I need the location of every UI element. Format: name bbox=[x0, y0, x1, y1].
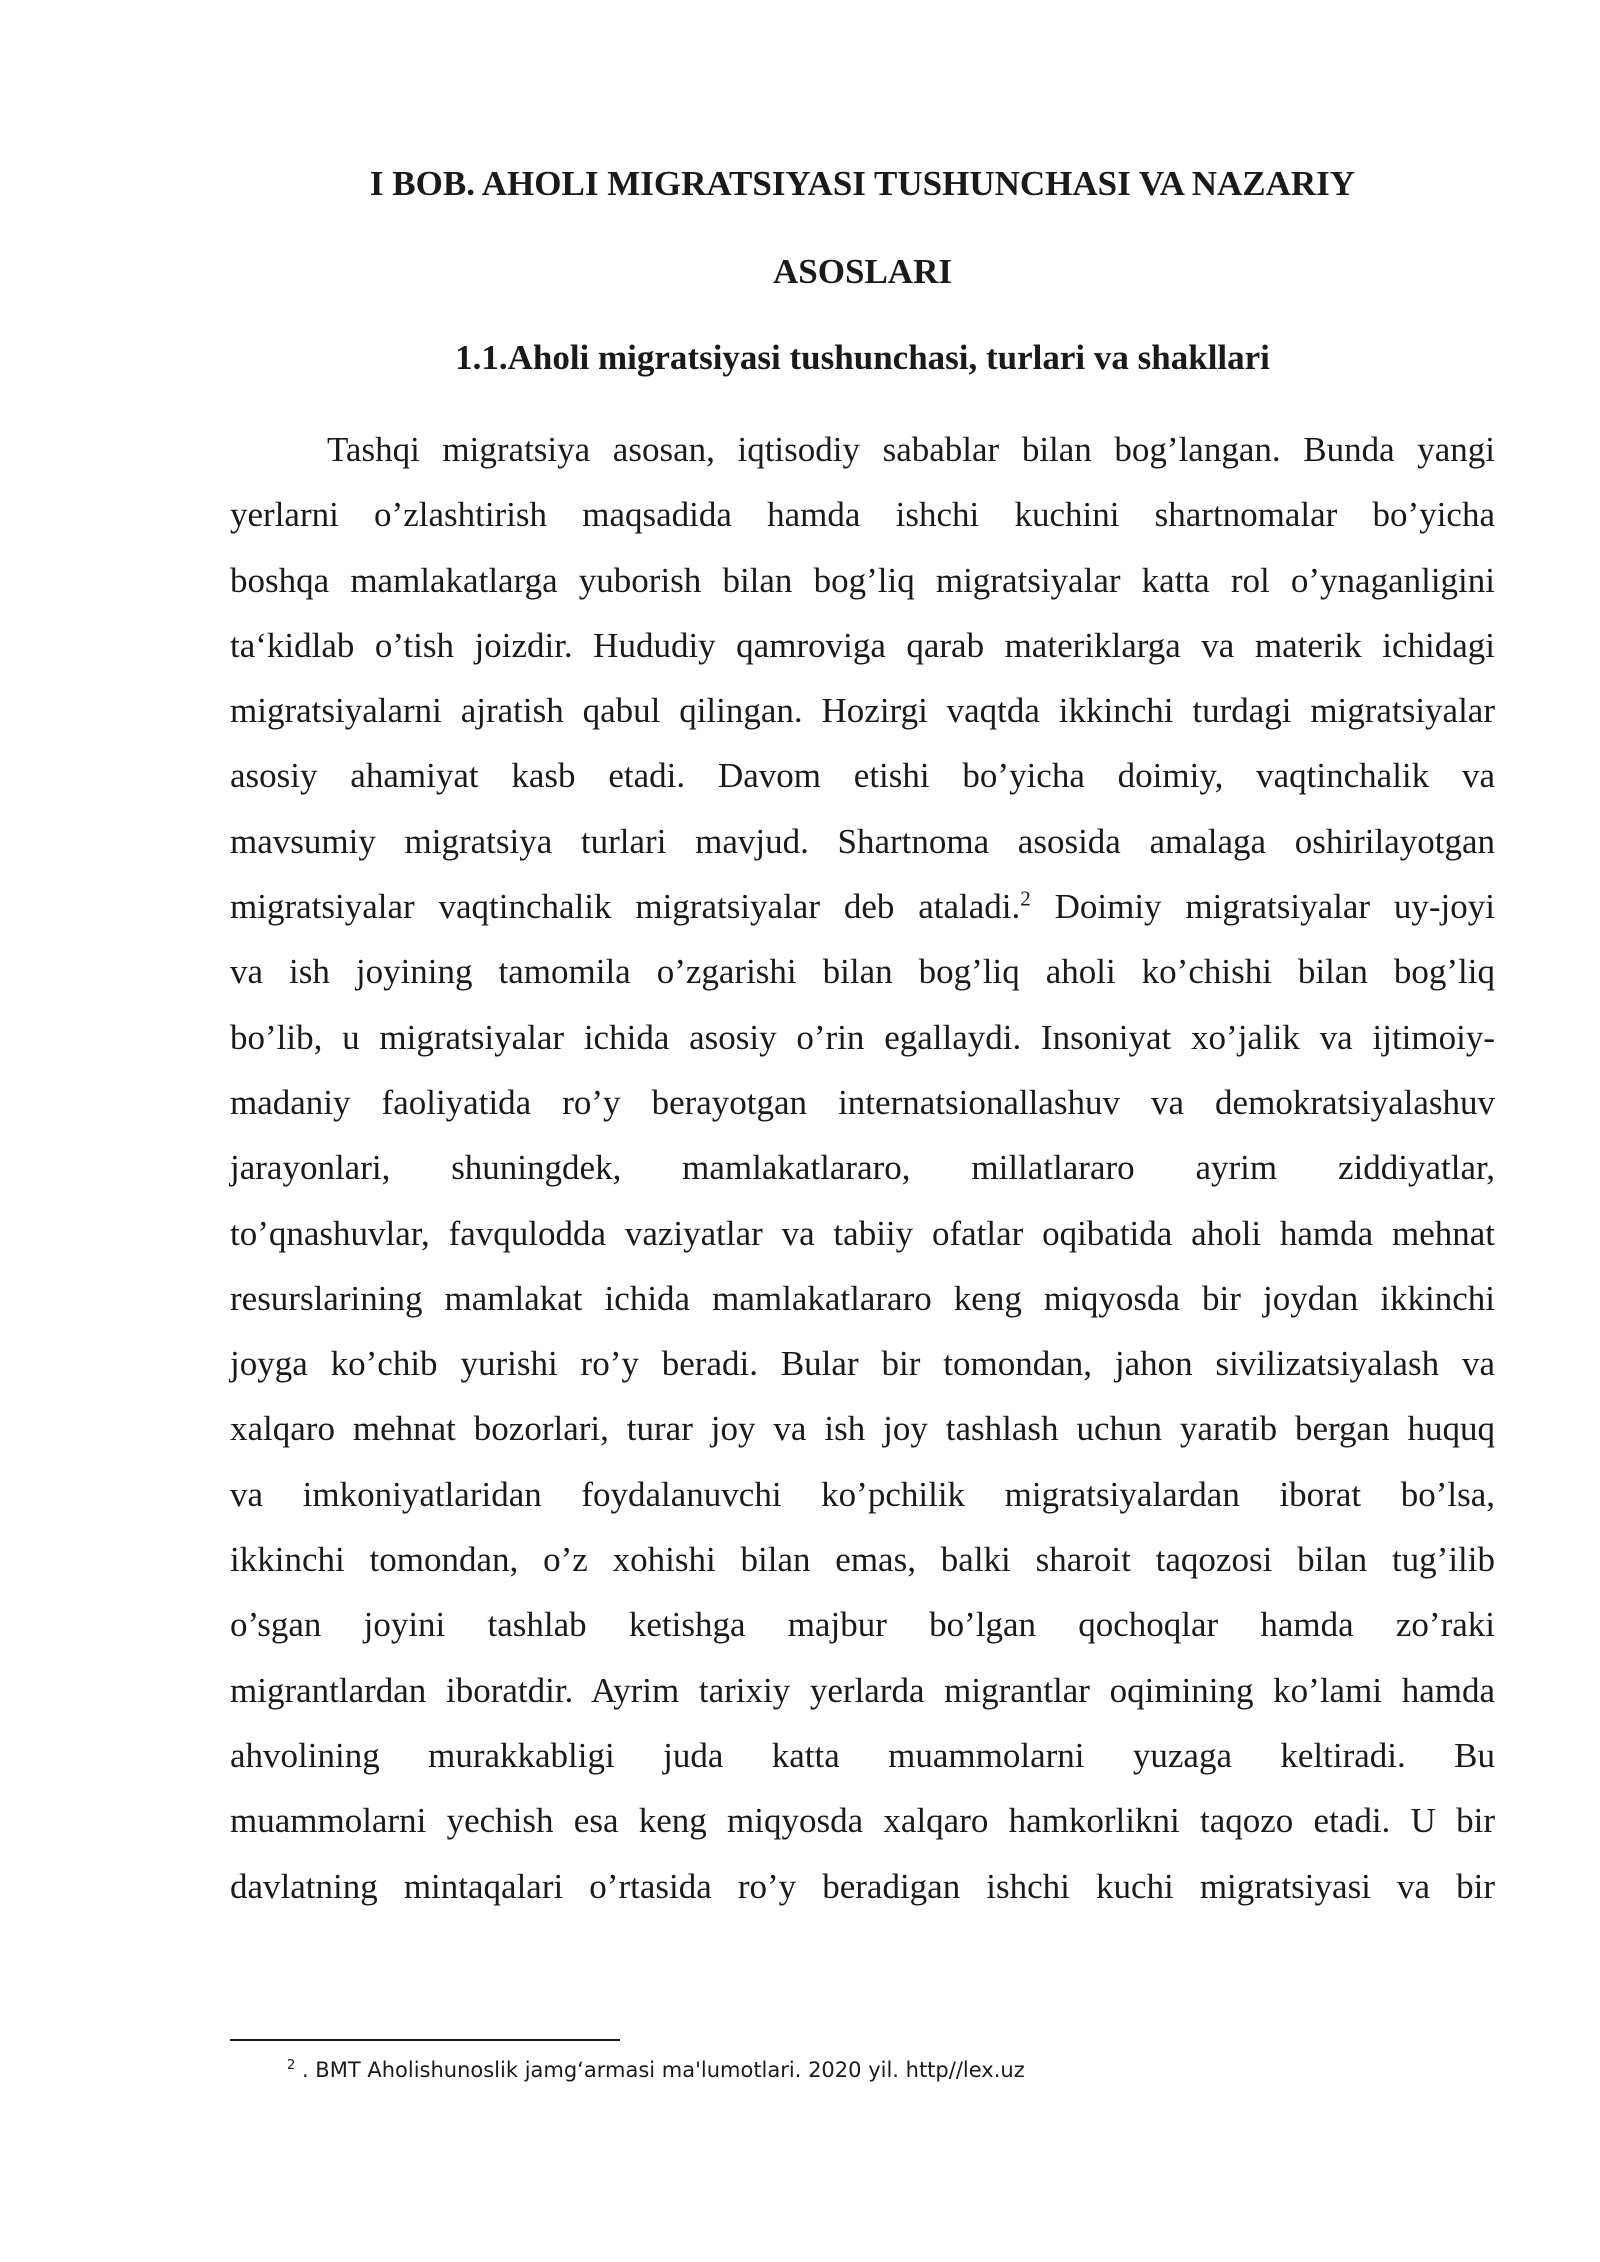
footnote bbox=[287, 2057, 1025, 2084]
paragraph-line: joyga ko’chib yurishi ro’y beradi. Bular bir tomondan, jahon sivilizatsiyalash va bbox=[230, 1344, 1495, 1384]
chapter-title-line-2: ASOSLARI bbox=[773, 252, 952, 291]
paragraph-line: ikkinchi tomondan, o’z xohishi bilan emas, balki sharoit taqozosi bilan tug’ilib bbox=[230, 1540, 1495, 1580]
paragraph-line: to’qnashuvlar, favqulodda vaziyatlar va tabiiy ofatlar oqibatida aholi hamda mehnat bbox=[230, 1213, 1495, 1253]
paragraph-line-with-footnote bbox=[230, 874, 1495, 939]
paragraph-line: va ish joyining tamomila o’zgarishi bilan bog’liq aholi ko’chishi bilan bog’liq bbox=[230, 952, 1495, 992]
line-text: migratsiyalar vaqtinchalik migratsiyalar deb ataladi. bbox=[230, 887, 1021, 927]
footnote-separator bbox=[230, 2039, 620, 2041]
paragraph-line: va imkoniyatlaridan foydalanuvchi ko’pchilik migratsiyalardan iborat bo’lsa, bbox=[230, 1474, 1495, 1514]
paragraph-line: ta‘kidlab o’tish joizdir. Hududiy qamroviga qarab materiklarga va materik ichidagi bbox=[230, 625, 1495, 665]
paragraph-line: jarayonlari, shuningdek, mamlakatlararo, millatlararo ayrim ziddiyatlar, bbox=[230, 1148, 1495, 1188]
paragraph-line: bo’lib, u migratsiyalar ichida asosiy o’rin egallaydi. Insoniyat xo’jalik va ijtimoiy- bbox=[230, 1017, 1495, 1057]
body-paragraph bbox=[230, 417, 1495, 1919]
footnote-reference[interactable]: 2 bbox=[1020, 886, 1031, 911]
paragraph-line: migratsiyalarni ajratish qabul qilingan. Hozirgi vaqtda ikkinchi turdagi migratsiyalar bbox=[230, 691, 1495, 731]
paragraph-line: o’sgan joyini tashlab ketishga majbur bo’lgan qochoqlar hamda zo’raki bbox=[230, 1605, 1495, 1645]
paragraph-line: Tashqi migratsiya asosan, iqtisodiy sabablar bilan bog’langan. Bunda yangi bbox=[327, 430, 1495, 469]
paragraph-line: mavsumiy migratsiya turlari mavjud. Shartnoma asosida amalaga oshirilayotgan bbox=[230, 821, 1495, 861]
paragraph-line: resurslarining mamlakat ichida mamlakatlararo keng miqyosda bir joydan ikkinchi bbox=[230, 1278, 1495, 1318]
paragraph-line: xalqaro mehnat bozorlari, turar joy va ish joy tashlash uchun yaratib bergan huquq bbox=[230, 1409, 1495, 1449]
paragraph-line: boshqa mamlakatlarga yuborish bilan bog’liq migratsiyalar katta rol o’ynaganligini bbox=[230, 560, 1495, 600]
footnote-text: . BMT Aholishunoslik jamg‘armasi ma'lumotlari. 2020 yil. http//lex.uz bbox=[295, 2058, 1025, 2082]
footnote-mark: 2 bbox=[287, 2058, 296, 2073]
line-text-continuation: Doimiy migratsiyalar uy-joyi bbox=[1030, 887, 1495, 927]
section-title: 1.1.Aholi migratsiyasi tushunchasi, turlari va shakllari bbox=[455, 338, 1270, 377]
paragraph-line: asosiy ahamiyat kasb etadi. Davom etishi bo’yicha doimiy, vaqtinchalik va bbox=[230, 756, 1495, 796]
paragraph-line: ahvolining murakkabligi juda katta muammolarni yuzaga keltiradi. Bu bbox=[230, 1735, 1495, 1775]
paragraph-line: davlatning mintaqalari o’rtasida ro’y beradigan ishchi kuchi migratsiyasi va bir bbox=[230, 1866, 1495, 1906]
paragraph-line: migrantlardan iboratdir. Ayrim tarixiy yerlarda migrantlar oqimining ko’lami hamda bbox=[230, 1670, 1495, 1710]
chapter-title-line-1: I BOB. AHOLI MIGRATSIYASI TUSHUNCHASI VA NAZARIY bbox=[369, 164, 1356, 203]
paragraph-line: madaniy faoliyatida ro’y berayotgan internatsionallashuv va demokratsiyalashuv bbox=[230, 1082, 1495, 1122]
paragraph-line: muammolarni yechish esa keng miqyosda xalqaro hamkorlikni taqozo etadi. U bir bbox=[230, 1801, 1495, 1841]
paragraph-line: yerlarni o’zlashtirish maqsadida hamda ishchi kuchini shartnomalar bo’yicha bbox=[230, 495, 1495, 535]
